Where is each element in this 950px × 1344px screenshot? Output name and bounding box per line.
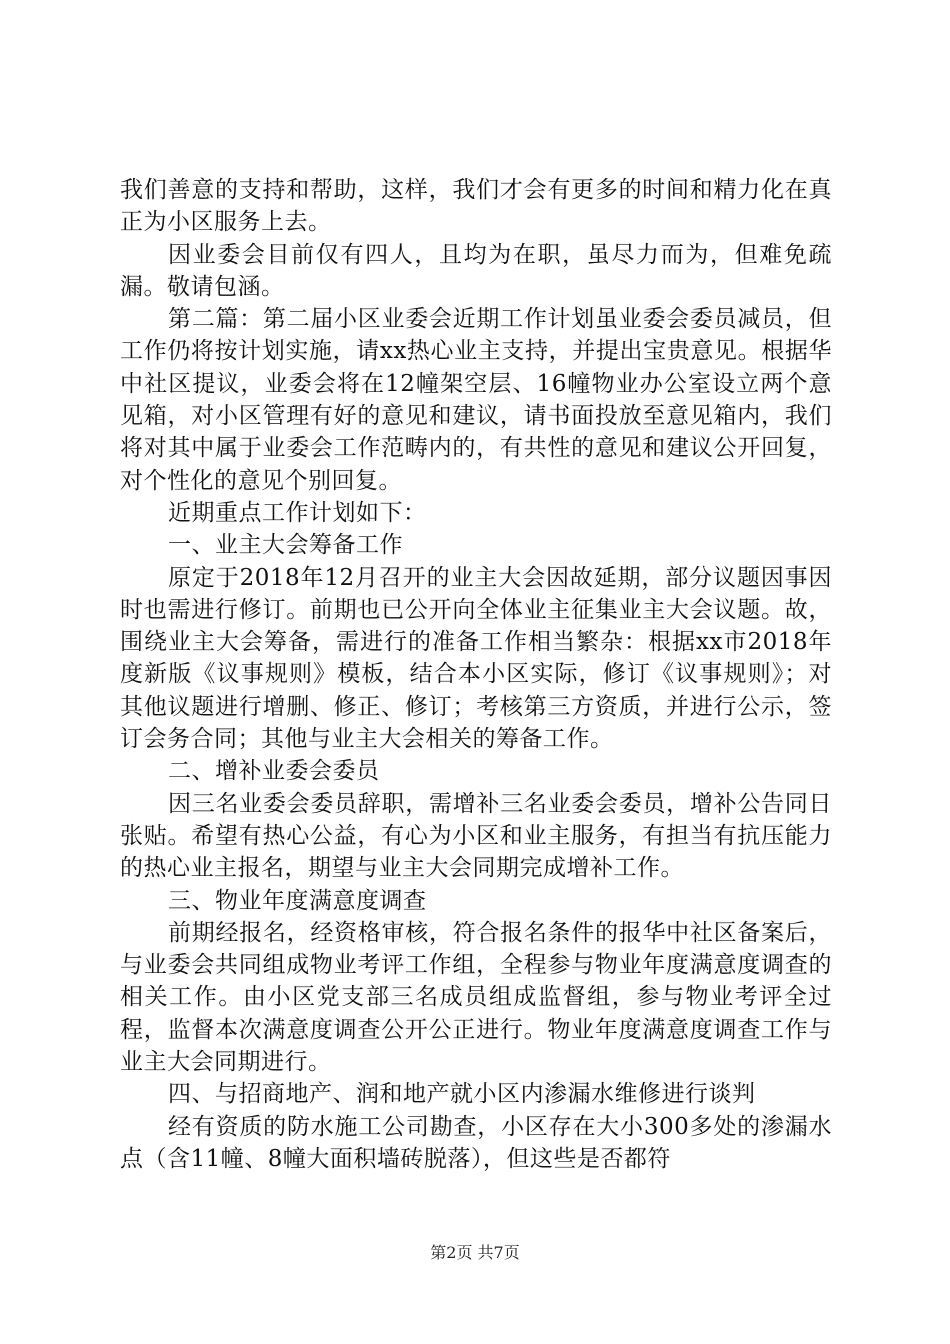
paragraph-1: 我们善意的支持和帮助，这样，我们才会有更多的时间和精力化在真正为小区服务上去。 [120, 177, 832, 236]
paragraph-12: 经有资质的防水施工公司勘查，小区存在大小300多处的渗漏水点（含11幢、8幢大面积墙砖脱落），但这些是否都符 [120, 1113, 832, 1172]
paragraph-10: 前期经报名，经资格审核，符合报名条件的报华中社区备案后，与业委会共同组成物业考评工作组，全程参与物业年度满意度调查的相关工作。由小区党支部三名成员组成监督组，参与物业考评全过程，监督本次满意度调查公开公正进行。物业年度满意度调查工作与业主大会同期进行。 [120, 919, 832, 1076]
section-heading-4: 四、与招商地产、润和地产就小区内渗漏水维修进行谈判 [168, 1081, 756, 1108]
section-heading-2: 二、增补业委会委员 [168, 758, 380, 785]
paragraph-2: 因业委会目前仅有四人，且均为在职，虽尽力而为，但难免疏漏。敬请包涵。 [120, 241, 832, 300]
paragraph-3: 第二篇：第二届小区业委会近期工作计划虽业委会委员减员，但工作仍将按计划实施，请xx热心业主支持，并提出宝贵意见。根据华中社区提议，业委会将在12幢架空层、16幢物业办公室设立两个意见箱，对小区管理有好的意见和建议，请书面投放至意见箱内，我们将对其中属于业委会工作范畴内的，有共性的意见和建议公开回复，对个性化的意见个别回复。 [120, 306, 832, 494]
paragraph-6: 原定于2018年12月召开的业主大会因故延期，部分议题因事因时也需进行修订。前期也已公开向全体业主征集业主大会议题。故，围绕业主大会筹备，需进行的准备工作相当繁杂：根据xx市2018年度新版《议事规则》模板，结合本小区实际，修订《议事规则》；对其他议题进行增删、修正、修订；考核第三方资质，并进行公示，签订会务合同；其他与业主大会相关的筹备工作。 [120, 564, 832, 753]
section-heading-3: 三、物业年度满意度调查 [168, 887, 427, 914]
paragraph-8: 因三名业委会委员辞职，需增补三名业委会委员，增补公告同日张贴。希望有热心公益，有心为小区和业主服务，有担当有抗压能力的热心业主报名，期望与业主大会同期完成增补工作。 [120, 790, 832, 882]
document-body [120, 174, 832, 1175]
page-number-footer: 第2页 共7页 [430, 1243, 520, 1262]
section-heading-1: 一、业主大会筹备工作 [168, 532, 403, 559]
paragraph-4: 近期重点工作计划如下： [168, 499, 427, 526]
